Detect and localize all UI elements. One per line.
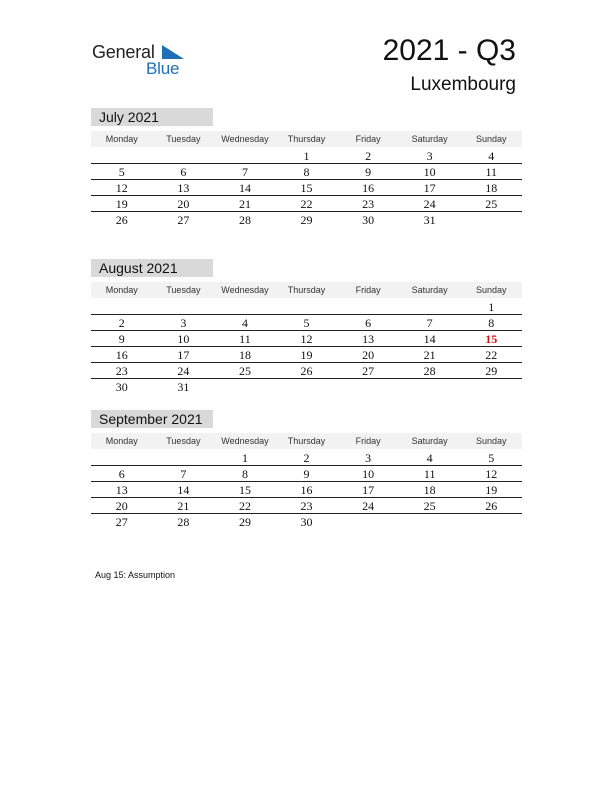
day-cell: 8 <box>241 467 248 481</box>
day-cell <box>399 379 461 395</box>
weekday-label: Tuesday <box>166 436 201 446</box>
week-row <box>91 514 522 530</box>
weekday-label: Saturday <box>411 436 448 446</box>
generalblue-logo <box>92 40 192 80</box>
week-rows <box>91 450 522 530</box>
holiday-entry: Aug 15: Assumption <box>95 570 176 580</box>
day-cell: 9 <box>118 332 125 346</box>
week-row <box>91 315 522 331</box>
weekday-label: Sunday <box>475 134 507 144</box>
weekday-label: Wednesday <box>221 436 269 446</box>
day-cell: 24 <box>362 499 375 513</box>
day-cell <box>153 299 215 314</box>
month-header: September 2021 <box>91 410 213 428</box>
day-cell: 7 <box>180 467 187 481</box>
day-cell: 5 <box>303 316 310 330</box>
weekday-label: Monday <box>105 134 138 144</box>
day-cell: 23 <box>362 197 375 211</box>
day-cell: 1 <box>241 451 248 465</box>
day-cell: 3 <box>426 149 433 163</box>
day-cell: 28 <box>238 213 251 227</box>
day-cell: 29 <box>238 515 251 529</box>
country-name: Luxembourg <box>410 74 516 95</box>
week-rows <box>91 148 522 228</box>
day-cell: 9 <box>365 165 372 179</box>
day-cell: 8 <box>488 316 495 330</box>
week-row <box>91 379 522 395</box>
day-cell: 2 <box>118 316 125 330</box>
day-cell: 22 <box>300 197 313 211</box>
day-cell <box>214 299 276 314</box>
day-cell <box>91 148 153 163</box>
day-cell: 29 <box>485 364 498 378</box>
day-cell: 12 <box>485 467 498 481</box>
day-cell: 12 <box>115 181 128 195</box>
month-calendar-july <box>91 108 522 228</box>
day-cell: 19 <box>485 483 498 497</box>
day-cell: 29 <box>300 213 313 227</box>
month-calendar-september <box>91 410 522 530</box>
day-cell <box>460 379 522 395</box>
day-cell: 24 <box>423 197 436 211</box>
day-cell <box>337 514 399 530</box>
day-cell: 13 <box>115 483 128 497</box>
day-cell: 27 <box>362 364 375 378</box>
day-cell: 31 <box>423 213 436 227</box>
weekday-label: Sunday <box>475 285 507 295</box>
day-cell: 4 <box>488 149 495 163</box>
day-cell: 24 <box>177 364 190 378</box>
day-cell: 14 <box>423 332 436 346</box>
day-cell: 6 <box>118 467 125 481</box>
day-cell: 17 <box>423 181 436 195</box>
weekday-label: Thursday <box>287 134 326 144</box>
week-row <box>91 363 522 379</box>
day-cell: 18 <box>238 348 251 362</box>
day-cell <box>276 379 338 395</box>
logo-word-blue: Blue <box>146 59 180 78</box>
day-cell: 3 <box>365 451 372 465</box>
week-row <box>91 299 522 315</box>
week-row <box>91 212 522 228</box>
day-cell <box>399 299 461 314</box>
day-cell: 22 <box>238 499 251 513</box>
day-cell: 18 <box>485 181 498 195</box>
day-cell: 3 <box>180 316 187 330</box>
day-cell: 10 <box>177 332 190 346</box>
weekday-label: Friday <box>355 134 381 144</box>
day-cell: 20 <box>115 499 128 513</box>
day-cell: 5 <box>118 165 125 179</box>
month-header: August 2021 <box>91 259 213 277</box>
weekday-label: Tuesday <box>166 285 201 295</box>
day-cell <box>460 514 522 530</box>
week-row <box>91 148 522 164</box>
day-cell: 21 <box>177 499 190 513</box>
day-cell: 5 <box>488 451 495 465</box>
day-cell: 6 <box>365 316 372 330</box>
day-cell: 4 <box>426 451 433 465</box>
day-cell <box>337 379 399 395</box>
week-row <box>91 164 522 180</box>
day-cell: 25 <box>423 499 436 513</box>
day-cell: 21 <box>238 197 251 211</box>
day-cell <box>214 148 276 163</box>
day-cell: 22 <box>485 348 498 362</box>
logo-triangle-icon <box>162 45 184 59</box>
day-cell <box>153 148 215 163</box>
day-cell: 16 <box>362 181 375 195</box>
logo-word-general: General <box>92 42 155 62</box>
day-cell: 31 <box>177 380 190 394</box>
day-cell: 25 <box>485 197 498 211</box>
week-row <box>91 466 522 482</box>
day-cell: 7 <box>241 165 248 179</box>
day-cell: 9 <box>303 467 310 481</box>
day-cell: 10 <box>423 165 436 179</box>
weekday-label: Wednesday <box>221 134 269 144</box>
day-cell: 1 <box>488 300 495 314</box>
weekday-label: Friday <box>355 436 381 446</box>
week-row <box>91 450 522 466</box>
day-cell: 27 <box>115 515 128 529</box>
day-cell: 1 <box>303 149 310 163</box>
day-cell: 18 <box>423 483 436 497</box>
day-cell: 19 <box>300 348 313 362</box>
day-cell: 2 <box>365 149 372 163</box>
weekday-header-row <box>91 131 522 147</box>
day-cell <box>214 379 276 395</box>
day-cell: 14 <box>177 483 190 497</box>
day-cell: 15 <box>300 181 313 195</box>
day-cell <box>460 212 522 228</box>
weekday-header-row <box>91 433 522 449</box>
day-cell: 13 <box>177 181 190 195</box>
day-cell: 25 <box>238 364 251 378</box>
day-cell: 28 <box>423 364 436 378</box>
week-rows <box>91 299 522 395</box>
day-cell: 28 <box>177 515 190 529</box>
day-cell: 26 <box>115 213 128 227</box>
day-cell: 7 <box>426 316 433 330</box>
weekday-label: Saturday <box>411 285 448 295</box>
day-cell: 16 <box>115 348 128 362</box>
day-cell: 11 <box>423 467 436 481</box>
day-cell: 30 <box>115 380 128 394</box>
day-cell <box>91 299 153 314</box>
page-title: 2021 - Q3 <box>382 34 516 67</box>
weekday-label: Saturday <box>411 134 448 144</box>
week-row <box>91 347 522 363</box>
week-row <box>91 196 522 212</box>
day-cell: 6 <box>180 165 187 179</box>
weekday-label: Wednesday <box>221 285 269 295</box>
day-cell: 17 <box>177 348 190 362</box>
day-cell: 4 <box>241 316 248 330</box>
day-cell: 14 <box>238 181 251 195</box>
day-cell <box>91 450 153 465</box>
holiday-list <box>95 570 175 580</box>
day-cell: 2 <box>303 451 310 465</box>
day-cell: 11 <box>239 332 251 346</box>
day-cell: 11 <box>485 165 498 179</box>
weekday-header-row <box>91 282 522 298</box>
day-cell: 30 <box>362 213 375 227</box>
day-cell: 21 <box>423 348 436 362</box>
month-calendar-august <box>91 259 522 395</box>
weekday-label: Monday <box>105 436 138 446</box>
week-row <box>91 498 522 514</box>
day-cell: 26 <box>300 364 313 378</box>
week-row <box>91 482 522 498</box>
day-cell: 30 <box>300 515 313 529</box>
day-cell: 12 <box>300 332 313 346</box>
holiday-day-cell: 15 <box>485 332 498 346</box>
week-row <box>91 331 522 347</box>
month-header: July 2021 <box>91 108 213 126</box>
weekday-label: Monday <box>105 285 138 295</box>
weekday-label: Friday <box>355 285 381 295</box>
day-cell: 13 <box>362 332 375 346</box>
day-cell: 23 <box>115 364 128 378</box>
day-cell <box>276 299 338 314</box>
day-cell: 20 <box>177 197 190 211</box>
day-cell: 8 <box>303 165 310 179</box>
day-cell: 20 <box>362 348 375 362</box>
day-cell: 27 <box>177 213 190 227</box>
day-cell: 19 <box>115 197 128 211</box>
day-cell: 10 <box>362 467 375 481</box>
day-cell <box>399 514 461 530</box>
day-cell <box>337 299 399 314</box>
day-cell: 16 <box>300 483 313 497</box>
weekday-label: Tuesday <box>166 134 201 144</box>
weekday-label: Sunday <box>475 436 507 446</box>
day-cell: 26 <box>485 499 498 513</box>
day-cell: 15 <box>238 483 251 497</box>
day-cell: 23 <box>300 499 313 513</box>
day-cell: 17 <box>362 483 375 497</box>
week-row <box>91 180 522 196</box>
weekday-label: Thursday <box>287 285 326 295</box>
weekday-label: Thursday <box>287 436 326 446</box>
day-cell <box>153 450 215 465</box>
